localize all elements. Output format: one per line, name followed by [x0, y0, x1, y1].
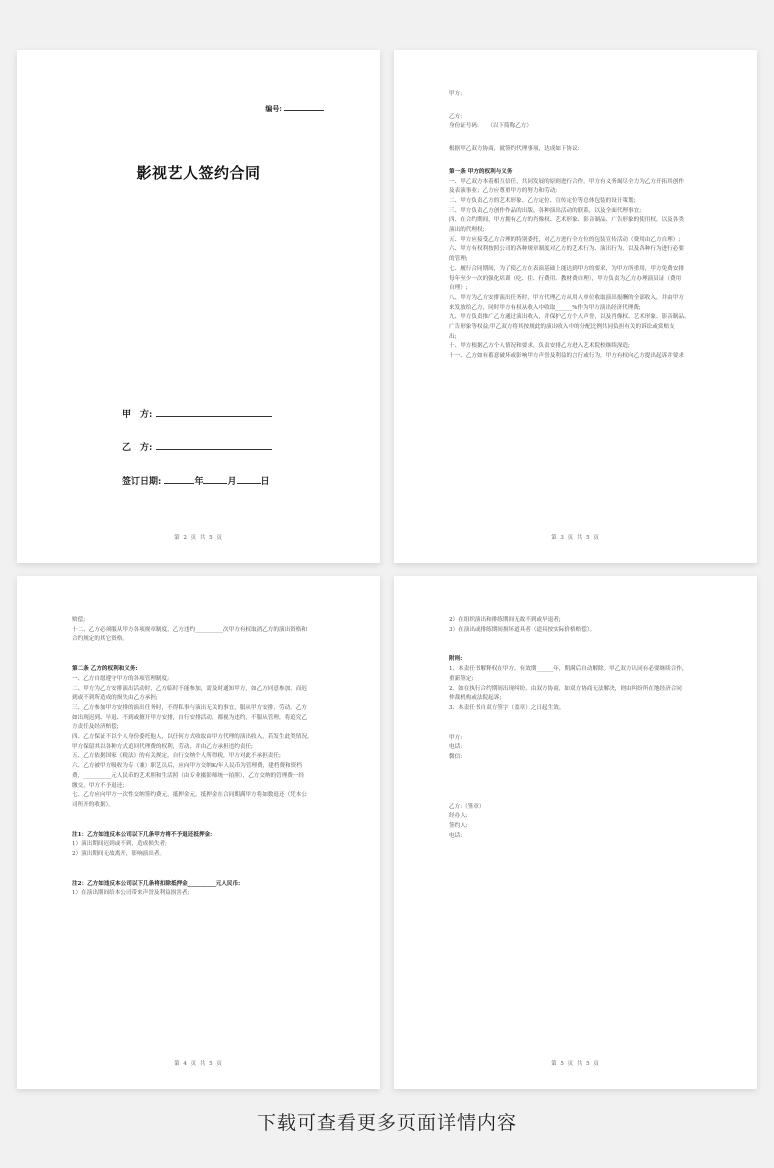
party-a-blank	[156, 407, 272, 417]
sign-date-label: 签订日期:	[122, 477, 162, 487]
text-line: 每年至少一次的强化培训（吃、住、行费用、教材费自理），甲方负责为乙方办理演员证（费用	[449, 275, 682, 282]
text-line: 自理）;	[449, 285, 468, 292]
section-heading: 附则:	[449, 656, 463, 663]
text-line: 来发放给乙方，同时甲方有权从收入中收取______%作为甲方演出经济代理费;	[449, 304, 641, 311]
text-line: 一、乙方自愿遵守甲方的各项管理制度;	[72, 675, 169, 682]
party-b-blank	[156, 440, 272, 450]
text-line: 一、甲乙双方本着相互信任、共同发展的原则进行合作。甲方有义务竭尽全力为乙方开拓其创作	[449, 178, 684, 185]
spacer	[449, 132, 709, 145]
section-heading: 第一条 甲方的权利与义务	[449, 168, 513, 175]
text-line: 到或不到所造成的损失由乙方承担;	[72, 695, 158, 702]
text-line: 经办人:	[449, 813, 468, 820]
text-line: 四、在合约期间，甲方拥有乙方的肖像权、艺术形象、影音制品、广告形象的使用权，以及各类	[449, 217, 684, 224]
party-b-label: 乙 方:	[122, 443, 153, 453]
text-line: 甲方:	[449, 734, 463, 741]
text-line: 2）在组织演出和排练期间无故不到或早退者;	[449, 617, 561, 623]
text-line: 赔偿;	[72, 617, 86, 623]
contract-title: 影视艺人签约合同	[136, 164, 261, 182]
text-line: 乙方:（签章）	[449, 803, 485, 810]
spacer	[72, 811, 332, 831]
spacer	[449, 155, 709, 168]
month-blank	[203, 474, 227, 484]
text-line: 甲方保留其以各种方式追回代理费的权利，劳动，并由乙方承担违约责任;	[72, 743, 253, 750]
page-body	[72, 616, 332, 899]
text-line: 微信:	[449, 754, 463, 761]
contract-number-label: 编号:	[265, 104, 282, 113]
contract-number	[265, 104, 324, 114]
text-line: 1）在演出期间给本公司带来声誉及利益损害者;	[72, 890, 190, 897]
day-label: 日	[260, 477, 270, 487]
text-line: 合约规定的其它资格。	[72, 636, 128, 643]
spacer	[72, 860, 332, 880]
text-line: 仲裁机构或法院起诉;	[449, 695, 502, 702]
text-line: 七、乙方应向甲方一次性交纳签约费元，抵押金元，抵押金在合同期满甲方将如数退还（凭本公	[72, 792, 307, 799]
text-line: 六、乙方被甲方吸收为专（兼）职艺员后，应向甲方交纳K/年人民币为管理费，建档费和资档	[72, 763, 302, 770]
text-line: 电话:	[449, 832, 463, 839]
contract-page-3	[394, 50, 757, 563]
spacer	[449, 714, 709, 734]
download-caption: 下载可查看更多页面详情内容	[256, 1112, 517, 1134]
year-label: 年	[194, 477, 204, 487]
day-blank	[237, 474, 261, 484]
text-line: 二、甲方负责乙方的艺术形象、乙方定位、宣传定位等总体包装的设计策划;	[449, 197, 636, 204]
text-line: 身份证号码: （以下简称乙方）	[449, 123, 532, 130]
text-line: 广告形象等权益;甲乙双方将其按规此的演出收入中的分配比例共同负担有关的诉讼或赏赔支	[449, 324, 675, 331]
text-line: 如出现迟到、早退、不到或擅开甲方安排，自行安排活动，都视为违约，不服从管理，将追究乙	[72, 714, 307, 721]
cover-page	[17, 50, 380, 563]
text-line: 演出的代理权;	[449, 227, 485, 234]
text-line: 的管理;	[449, 256, 468, 263]
year-blank	[164, 474, 194, 484]
text-line: 十、甲方根据乙方个人情况和要求，负责安排乙方进入艺术院校继续深造;	[449, 343, 630, 350]
text-line: 1）演出期间迟到或不到，造成损失者;	[72, 841, 167, 848]
page-footer: 第 5 页 共 5 页	[551, 1061, 600, 1067]
spacer	[449, 783, 709, 803]
text-line: 重新签定;	[449, 675, 474, 682]
page-footer: 第 4 页 共 5 页	[174, 1061, 223, 1067]
text-line: 三、甲方负责乙方创作作品的出版、各种演出活动的联系，以及全面代理事宜;	[449, 207, 642, 214]
text-line: 缴交，甲方不予退还;	[72, 782, 125, 789]
text-line: 司所开的收据）。	[72, 801, 114, 808]
text-line: 五、乙方依据国家《税法》的有关规定，自行交纳个人所得税，甲方对此不承担责任;	[72, 753, 281, 760]
text-line: 五、甲方应接受乙方合理的特别委托，对乙方进行全方位的包装宣传活动（费用由乙方自理）;	[449, 236, 681, 243]
spacer	[449, 100, 709, 113]
text-line: 电话:	[449, 744, 463, 751]
text-line: 三、乙方参加甲方安排的演出任务时，不得私事与演出无关的事宜，服从甲方安排，劳动。乙方	[72, 704, 307, 711]
text-line: 甲方:	[449, 91, 463, 97]
text-line: 签约人:	[449, 823, 468, 830]
text-line: 费，__________元人民币的艺术照和生活照（由专业摄影师统一拍照），乙方交纳的管理费一经	[72, 772, 305, 779]
page-footer: 第 2 页 共 5 页	[174, 535, 223, 541]
text-line: 3、本责任书自双方签字（盖章）之日起生效。	[449, 704, 565, 711]
text-line: 方责任及经济赔偿;	[72, 724, 119, 731]
text-line: 2）演出期间无故离开，影响演出者。	[72, 851, 166, 858]
contract-page-4	[17, 576, 380, 1089]
page-body	[449, 90, 709, 362]
text-line: 及表演事业；乙方应尊重甲方的努力和劳动;	[449, 188, 558, 195]
party-b-field	[122, 440, 272, 453]
spacer	[449, 635, 709, 655]
spacer	[72, 645, 332, 665]
month-label: 月	[227, 477, 237, 487]
sign-date-field	[122, 474, 270, 487]
text-line: 十一、乙方如有蓄意破坏或影响甲方声誉及利益的言行或行为，甲方有权向乙方提出起诉并要求	[449, 353, 684, 360]
text-line: 四、乙方保证不以个人身份委托他人，以任何方式收取由甲方代理的演出收入，若发生此类情况，	[72, 734, 313, 741]
text-line: 十二、乙方必须服从甲方各项规章制度，乙方违约__________次甲方有权取消乙方的演出资格和	[72, 626, 307, 633]
section-heading: 第二条 乙方的权利和义务:	[72, 666, 138, 673]
spacer	[449, 763, 709, 783]
text-line: 二、甲方为乙方安排演出活动时，乙方临时不能参加，需及时通知甲方，如乙方同意参加，而迟	[72, 685, 307, 692]
text-line: 九、甲方负责推广乙方通过演出收入，并保护乙方个人声誉，以及肖像权、艺术形象、影音制品、	[449, 314, 690, 321]
text-line: 七、履行合同期间，为了使乙方在表演基础上能达到甲方的要求，为甲方所重用，甲方免费安排	[449, 265, 684, 272]
text-line: 六、甲方有权利按照公司的各种规章制度对乙方的艺术行为、演出行为，以及各种行为进行必要	[449, 246, 684, 253]
text-line: 1、本责任书解释权在甲方。有效期______年，期满后自动解除。甲乙双方认同有必要继续合作，	[449, 666, 688, 673]
section-heading: 注1：乙方如违反本公司以下几条甲方将不予退还抵押金:	[72, 831, 213, 838]
text-line: 3）在演出或排练期间损坏道具者（道具按实际价格赔偿）。	[449, 626, 596, 633]
text-line: 出;	[449, 333, 457, 340]
text-line: 乙方:	[449, 113, 463, 120]
contract-number-blank	[284, 104, 324, 111]
contract-page-5	[394, 576, 757, 1089]
text-line: 根据甲乙双方协商，就签约代理事项，达成如下协议:	[449, 146, 580, 153]
text-line: 八、甲方为乙方安排演出任务时，甲方代理乙方从用人单位收取演出报酬的全部收入，并由甲方	[449, 294, 684, 301]
page-footer: 第 3 页 共 5 页	[551, 535, 600, 541]
party-a-label: 甲 方:	[122, 410, 153, 420]
text-line: 2、如在执行合约期间出现纠纷，由双方协商，如双方协商无法解决，则由纠纷所在地经济合同	[449, 685, 682, 692]
party-a-field	[122, 407, 272, 420]
page-body	[449, 616, 709, 842]
section-heading: 注2：乙方如违反本公司以下几条将扣除抵押金__________元人民币:	[72, 880, 241, 887]
